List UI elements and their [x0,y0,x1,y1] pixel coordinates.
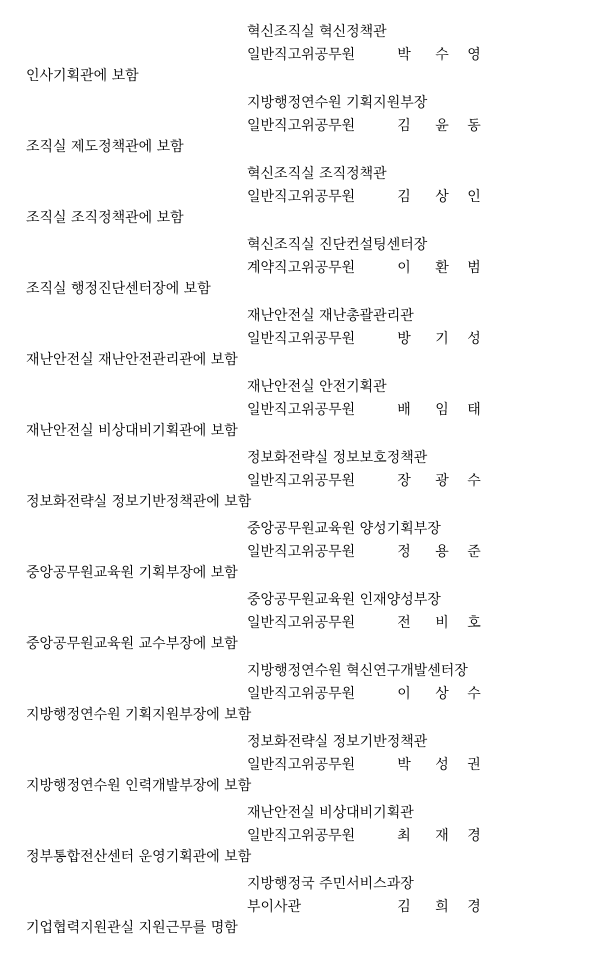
person-name [0,401,608,419]
appointment-order: 조직실 조직정책관에 보함 [26,210,184,226]
name-character: 박 [397,47,411,63]
person-name [0,898,608,916]
personnel-entry [0,94,608,165]
personnel-entry [0,733,608,804]
current-position: 정보화전략실 정보기반정책관 [247,734,428,750]
appointment-order: 중앙공무원교육원 기획부장에 보함 [26,565,238,581]
name-character: 이 [397,686,411,702]
rank: 일반직고위공무원 [247,402,356,418]
personnel-entry [0,307,608,378]
name-character: 경 [467,828,481,844]
name-character: 희 [435,899,449,915]
current-position: 재난안전실 재난총괄관리관 [247,308,414,324]
personnel-entry [0,804,608,875]
person-name [0,614,608,632]
name-character: 방 [397,331,411,347]
current-position: 재난안전실 비상대비기획관 [247,805,414,821]
appointment-order: 정부통합전산센터 운영기획관에 보함 [26,849,252,865]
name-character: 준 [467,544,481,560]
name-character: 정 [397,544,411,560]
rank: 일반직고위공무원 [247,686,356,702]
rank: 일반직고위공무원 [247,331,356,347]
rank: 일반직고위공무원 [247,118,356,134]
current-position: 지방행정연수원 기획지원부장 [247,95,428,111]
name-character: 기 [435,331,449,347]
rank: 일반직고위공무원 [247,544,356,560]
name-character: 인 [467,189,481,205]
name-character: 용 [435,544,449,560]
current-position: 지방행정국 주민서비스과장 [247,876,414,892]
name-character: 배 [397,402,411,418]
name-character: 윤 [435,118,449,134]
current-position: 혁신조직실 혁신정책관 [247,24,387,40]
name-character: 임 [435,402,449,418]
name-character: 이 [397,260,411,276]
appointment-order: 조직실 행정진단센터장에 보함 [26,281,211,297]
rank: 계약직고위공무원 [247,260,356,276]
person-name [0,827,608,845]
person-name [0,259,608,277]
appointment-order: 재난안전실 재난안전관리관에 보함 [26,352,238,368]
person-name [0,117,608,135]
personnel-entry [0,449,608,520]
name-character: 상 [435,189,449,205]
personnel-entry [0,165,608,236]
person-name [0,685,608,703]
person-name [0,330,608,348]
current-position: 중앙공무원교육원 양성기획부장 [247,521,441,537]
name-character: 권 [467,757,481,773]
current-position: 혁신조직실 조직정책관 [247,166,387,182]
name-character: 김 [397,899,411,915]
rank: 일반직고위공무원 [247,615,356,631]
name-character: 광 [435,473,449,489]
rank: 일반직고위공무원 [247,47,356,63]
name-character: 태 [467,402,481,418]
appointment-order: 기업협력지원관실 지원근무를 명함 [26,920,238,936]
rank: 일반직고위공무원 [247,473,356,489]
appointment-order: 중앙공무원교육원 교수부장에 보함 [26,636,238,652]
name-character: 박 [397,757,411,773]
personnel-entry [0,23,608,94]
name-character: 성 [467,331,481,347]
person-name [0,756,608,774]
name-character: 상 [435,686,449,702]
current-position: 혁신조직실 진단컨설팅센터장 [247,237,428,253]
personnel-entry [0,378,608,449]
personnel-entry [0,662,608,733]
current-position: 중앙공무원교육원 인재양성부장 [247,592,441,608]
personnel-entry [0,236,608,307]
name-character: 비 [435,615,449,631]
person-name [0,543,608,561]
name-character: 김 [397,118,411,134]
name-character: 최 [397,828,411,844]
current-position: 정보화전략실 정보보호정책관 [247,450,428,466]
name-character: 수 [467,686,481,702]
personnel-entry [0,520,608,591]
person-name [0,46,608,64]
appointment-order: 재난안전실 비상대비기획관에 보함 [26,423,238,439]
current-position: 지방행정연수원 혁신연구개발센터장 [247,663,468,679]
personnel-entry [0,875,608,946]
name-character: 김 [397,189,411,205]
rank: 일반직고위공무원 [247,189,356,205]
rank: 부이사관 [247,899,302,915]
person-name [0,188,608,206]
name-character: 동 [467,118,481,134]
name-character: 전 [397,615,411,631]
appointment-order: 조직실 제도정책관에 보함 [26,139,184,155]
name-character: 수 [435,47,449,63]
rank: 일반직고위공무원 [247,757,356,773]
appointment-order: 정보화전략실 정보기반정책관에 보함 [26,494,252,510]
name-character: 성 [435,757,449,773]
name-character: 경 [467,899,481,915]
personnel-announcement [0,23,608,946]
personnel-entry [0,591,608,662]
appointment-order: 지방행정연수원 인력개발부장에 보함 [26,778,252,794]
name-character: 범 [467,260,481,276]
name-character: 호 [467,615,481,631]
name-character: 수 [467,473,481,489]
appointment-order: 인사기획관에 보함 [26,68,139,84]
current-position: 재난안전실 안전기획관 [247,379,387,395]
name-character: 영 [467,47,481,63]
appointment-order: 지방행정연수원 기획지원부장에 보함 [26,707,252,723]
rank: 일반직고위공무원 [247,828,356,844]
person-name [0,472,608,490]
name-character: 장 [397,473,411,489]
name-character: 환 [435,260,449,276]
name-character: 재 [435,828,449,844]
